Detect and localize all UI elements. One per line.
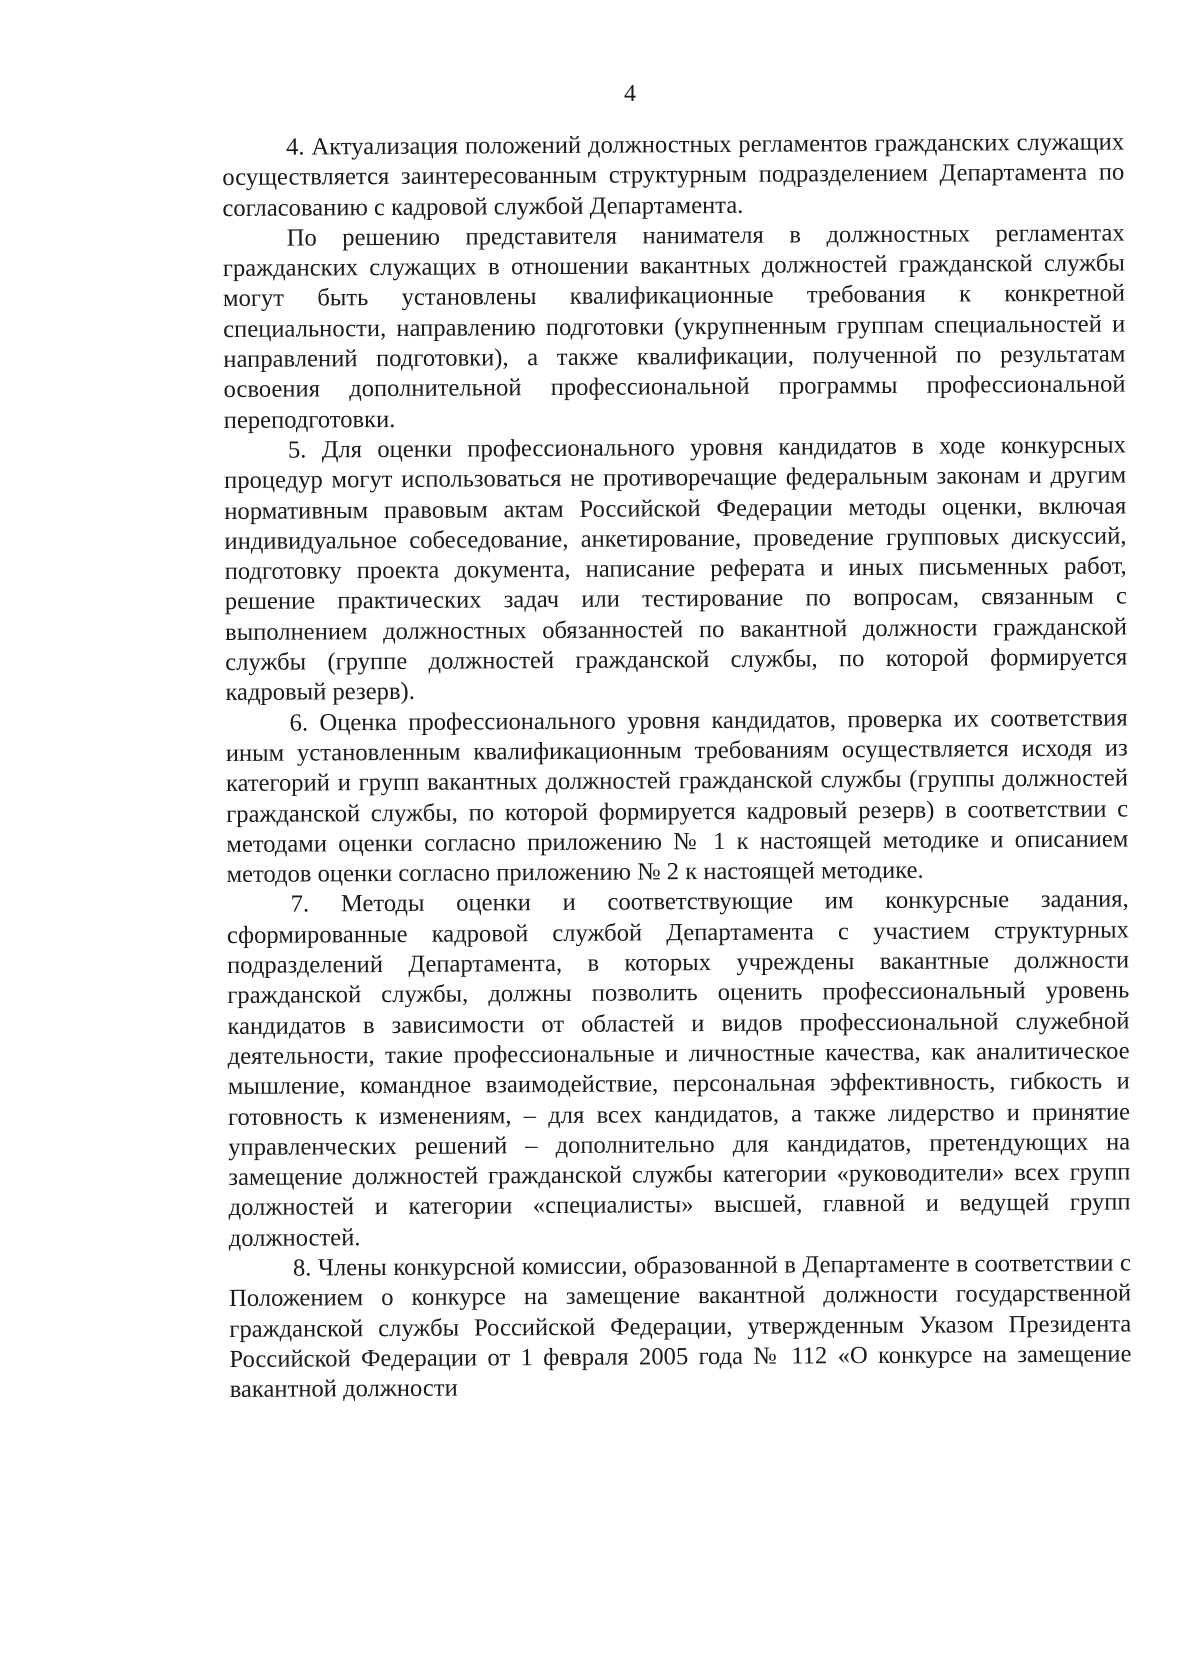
document-body <box>222 127 1132 1405</box>
page-number: 4 <box>624 81 636 107</box>
paragraph-8-commission-members: 8. Члены конкурсной комиссии, образованной в Департаменте в соответствии с Положением о конкурсе на замещение вакантной должности государственной гражданской службы Российской Федерации, утвержденным Указом Президента Российской Федерации от 1 февраля 2005 года № 112 «О конкурсе на замещение вакантной должности <box>229 1249 1132 1404</box>
paragraph-qualification-requirements: По решению представителя нанимателя в должностных регламентах гражданских служащих в отношении вакантных должностей гражданской службы могут быть установлены квалификационные требования к конкретной специальности, направлению подготовки (укрупненным группам специальностей и направлений подготовки), а также квалификации, полученной по результатам освоения дополнительной профессиональной программы профессиональной переподготовки. <box>222 219 1126 434</box>
paragraph-5-evaluation-methods: 5. Для оценки профессионального уровня кандидатов в ходе конкурсных процедур могут использоваться не противоречащие федеральным законам и другим нормативным правовым актам Российской Федерации методы оценки, включая индивидуальное собеседование, анкетирование, проведение групповых дискуссий, подготовку проекта документа, написание реферата и иных письменных работ, решение практических задач или тестирование по вопросам, связанным с выполнением должностных обязанностей по вакантной должности гражданской службы (группе должностей гражданской службы, по которой формируется кадровый резерв). <box>224 431 1128 707</box>
paragraph-7-competition-tasks: 7. Методы оценки и соответствующие им конкурсные задания, сформированные кадровой службой Департамента с участием структурных подразделений Департамента, в которых учреждены вакантные должности гражданской службы, должны позволить оценить профессиональный уровень кандидатов в зависимости от областей и видов профессиональной служебной деятельности, такие профессиональные и личностные качества, как аналитическое мышление, командное взаимодействие, персональная эффективность, гибкость и готовность к изменениям, – для всех кандидатов, а также лидерство и принятие управленческих решений – дополнительно для кандидатов, претендующих на замещение должностей гражданской службы категории «руководители» всех групп должностей и категории «специалисты» высшей, главной и ведущей групп должностей. <box>226 885 1131 1252</box>
paragraph-4-actualization: 4. Актуализация положений должностных регламентов гражданских служащих осуществляется заинтересованным структурным подразделением Департамента по согласованию с кадровой службой Департамента. <box>222 128 1125 222</box>
paragraph-6-professional-level: 6. Оценка профессионального уровня кандидатов, проверка их соответствия иным установленным квалификационным требованиям осуществляется исходя из категорий и групп вакантных должностей гражданской службы (группы должностей гражданской службы, по которой формируется кадровый резерв) в соответствии с методами оценки согласно приложению № 1 к настоящей методике и описанием методов оценки согласно приложению № 2 к настоящей методике. <box>225 704 1129 889</box>
